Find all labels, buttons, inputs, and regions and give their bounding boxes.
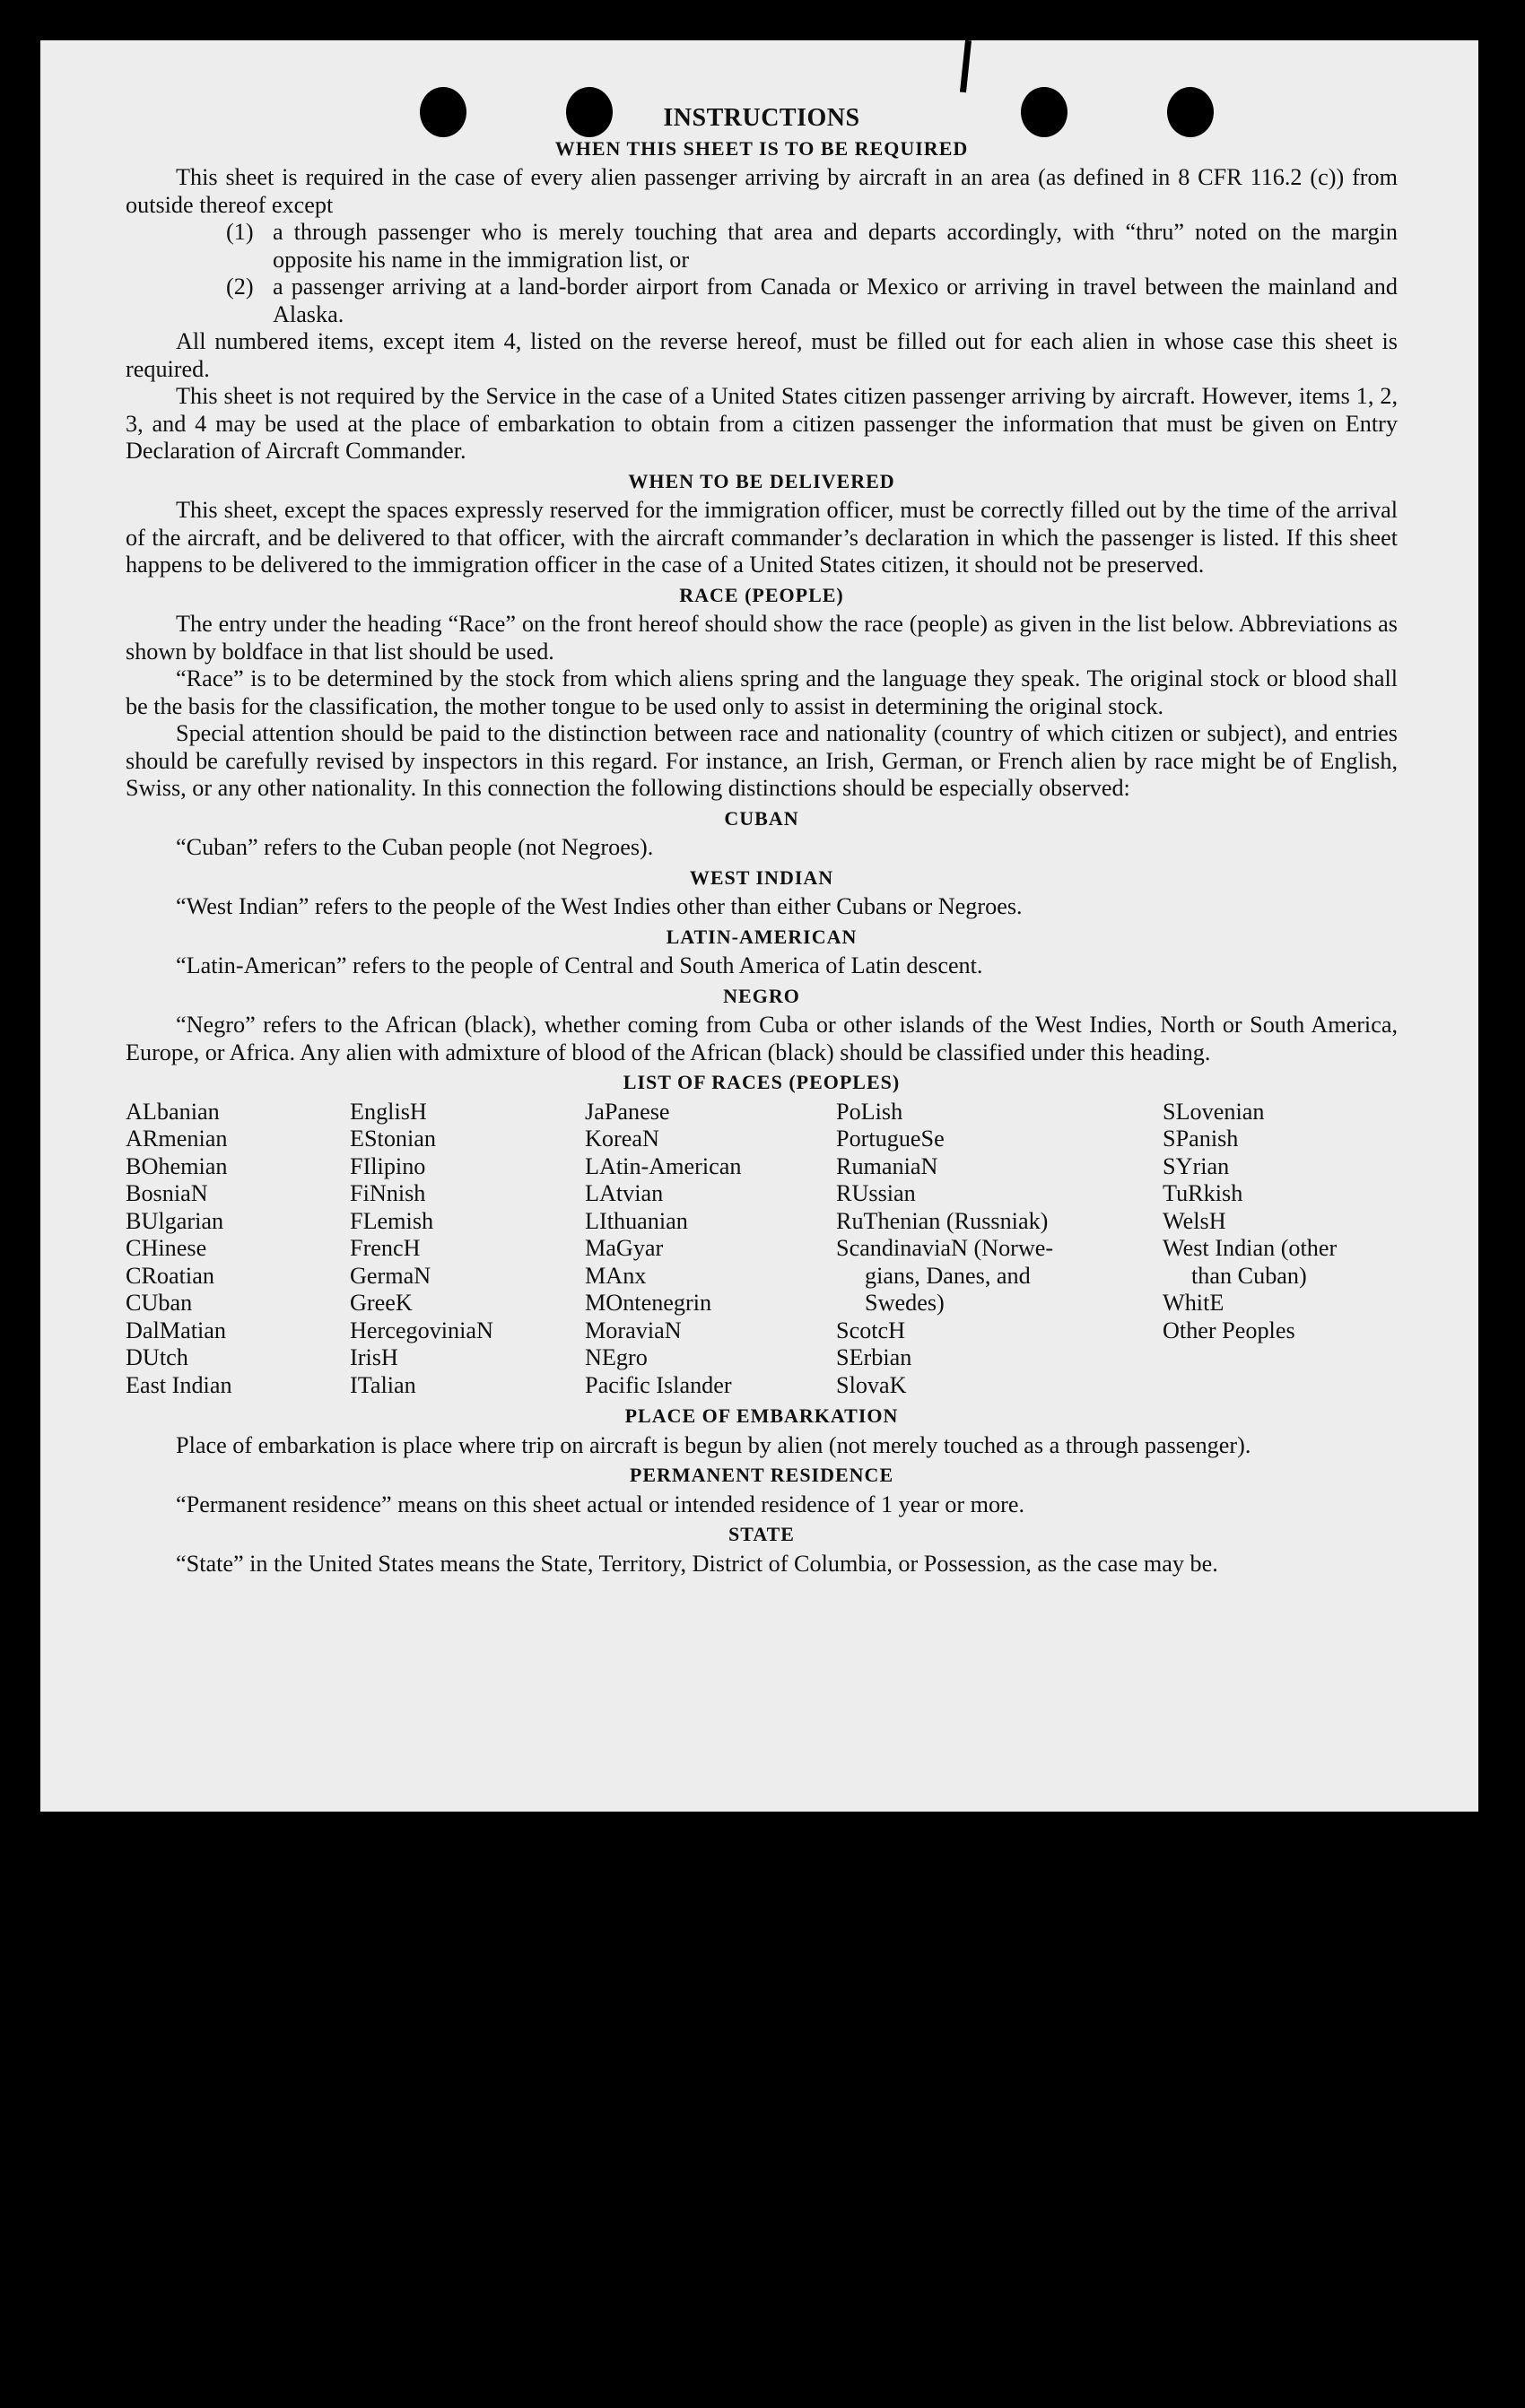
instructions-text [126,105,1398,1578]
race-column [1163,1099,1398,1400]
race-column [350,1099,585,1400]
race-entry: JaPanese [585,1098,670,1125]
race-entry: RUssian [836,1180,916,1206]
race-entry: PortugueSe [836,1126,945,1152]
race-entry: EnglisH [350,1098,427,1125]
race-entry: FrencH [350,1235,421,1261]
race-entry: BOhemian [126,1152,228,1179]
race-entry: ALbanian [126,1098,220,1125]
race-entry: WelsH [1163,1207,1226,1234]
race-entry: DalMatian [126,1317,226,1343]
race-entry: LAtin-American [585,1152,742,1179]
race-entry: DUtch [126,1344,188,1370]
race-entry: than Cuban) [1191,1262,1307,1289]
race-entry: HercegoviniaN [350,1317,493,1343]
paragraph: “Negro” refers to the African (black), whether coming from Cuba or other islands of the West Indies, North or South America, Europe, or Africa. Any alien with admixture of blood of the African (black) should be classified under this heading. [126,1012,1398,1065]
section-heading: STATE [728,1523,795,1545]
race-column [585,1099,836,1400]
section-heading: CUBAN [724,806,799,830]
paragraph: “State” in the United States means the State, Territory, District of Columbia, or Possession, as the case may be. [176,1550,1218,1577]
race-column [126,1099,350,1400]
race-entry: SLovenian [1163,1098,1265,1125]
race-entry: ARmenian [126,1126,228,1152]
section-heading: LATIN-AMERICAN [666,925,858,948]
race-entry: ScandinaviaN (Norwe- [836,1235,1054,1261]
race-entry: NEgro [585,1344,648,1370]
race-entry: KoreaN [585,1126,659,1152]
race-list [126,1099,1398,1400]
race-entry: SlovaK [836,1371,907,1398]
paragraph: This sheet is not required by the Service in the case of a United States citizen passenger arriving by aircraft. However, items 1, 2, 3, and 4 may be used at the place of embarkation to obtain from a citizen passenger the information that must be given on Entry Declaration of Aircraft Commander. [126,383,1398,464]
list-item: (1) a through passenger who is merely touching that area and departs accordingly, with “thru” noted on the margin opposite his name in the immigration list, or [226,219,1398,273]
section-heading: WEST INDIAN [689,865,834,889]
section-heading: PERMANENT RESIDENCE [629,1464,894,1486]
race-entry: CUban [126,1290,193,1316]
race-entry: PoLish [836,1098,903,1125]
race-entry: EStonian [350,1126,437,1152]
race-entry: West Indian (other [1163,1235,1338,1261]
race-entry: Pacific Islander [585,1371,732,1398]
paragraph: This sheet is required in the case of every alien passenger arriving by aircraft in an area (as defined in 8 CFR 116.2 (c)) from outside thereof except [126,164,1398,218]
race-entry: CRoatian [126,1262,214,1289]
paragraph: Place of embarkation is place where trip on aircraft is begun by alien (not merely touched as a through passenger). [176,1431,1251,1458]
paragraph: “West Indian” refers to the people of the West Indies other than either Cubans or Negroes. [176,893,1023,919]
paragraph: The entry under the heading “Race” on the front hereof should show the race (people) as given in the list below. Abbreviations as shown by boldface in that list should be used. [126,611,1398,665]
race-entry: SPanish [1163,1126,1239,1152]
race-entry: IrisH [350,1344,398,1370]
race-entry: ITalian [350,1371,416,1398]
race-entry: LAtvian [585,1180,664,1206]
paragraph: This sheet, except the spaces expressly reserved for the immigration officer, must be correctly filled out by the time of the arrival of the aircraft, and be delivered to that officer, with the aircraft commander’s declaration in which the passenger is listed. If this sheet happens to be delivered to the immigration officer in the case of a United States citizen, it should not be preserved. [126,497,1398,578]
paragraph: “Race” is to be determined by the stock from which aliens spring and the language they speak. The original stock or blood shall be the basis for the classification, the mother tongue to be used only to assist in determining the original stock. [126,665,1398,719]
race-entry: SYrian [1163,1152,1230,1179]
section-heading: PLACE OF EMBARKATION [624,1404,899,1427]
race-entry: TuRkish [1163,1180,1243,1206]
race-entry: RumaniaN [836,1152,938,1179]
race-entry: LIthuanian [585,1207,688,1234]
race-entry: WhitE [1163,1290,1224,1316]
section-heading: NEGRO [723,984,800,1007]
race-entry: MOntenegrin [585,1290,712,1316]
race-entry: Other Peoples [1163,1317,1295,1343]
document-page [40,40,1478,1812]
section-heading: WHEN TO BE DELIVERED [628,469,895,492]
paragraph: All numbered items, except item 4, listed on the reverse hereof, must be filled out for each alien in whose case this sheet is required. [126,328,1398,382]
race-entry: ScotcH [836,1317,906,1343]
list-item: (2) a passenger arriving at a land-border airport from Canada or Mexico or arriving in travel between the mainland and Alaska. [226,274,1398,327]
race-entry: BUlgarian [126,1207,224,1234]
race-entry: GreeK [350,1290,413,1316]
section-heading: WHEN THIS SHEET IS TO BE REQUIRED [554,136,969,160]
race-entry: RuThenian (Russniak) [836,1207,1049,1234]
page-title: INSTRUCTIONS [663,104,860,132]
race-entry: SErbian [836,1344,912,1370]
paragraph: “Permanent residence” means on this sheet actual or intended residence of 1 year or more. [176,1491,1024,1517]
paragraph: “Cuban” refers to the Cuban people (not Negroes). [176,834,654,860]
race-entry: FLemish [350,1207,434,1234]
race-entry: FiNnish [350,1180,426,1206]
race-entry: gians, Danes, and [865,1262,1031,1289]
race-entry: MAnx [585,1262,647,1289]
race-entry: Swedes) [865,1290,945,1316]
section-heading: RACE (PEOPLE) [679,583,844,606]
race-entry: MoraviaN [585,1317,682,1343]
race-entry: East Indian [126,1371,232,1398]
race-entry: FIlipino [350,1152,426,1179]
paragraph: “Latin-American” refers to the people of Central and South America of Latin descent. [176,952,983,978]
section-heading: LIST OF RACES (PEOPLES) [623,1071,901,1093]
race-entry: CHinese [126,1235,207,1261]
race-entry: GermaN [350,1262,431,1289]
race-column [836,1099,1163,1400]
paragraph: Special attention should be paid to the distinction between race and nationality (country of which citizen or subject), and entries should be carefully revised by inspectors in this regard. For instance, an Irish, German, or French alien by race might be of English, Swiss, or any other nationality. In this connection the following distinctions should be especially observed: [126,720,1398,801]
race-entry: BosniaN [126,1180,208,1206]
race-entry: MaGyar [585,1235,664,1261]
scratch-mark [960,40,972,92]
